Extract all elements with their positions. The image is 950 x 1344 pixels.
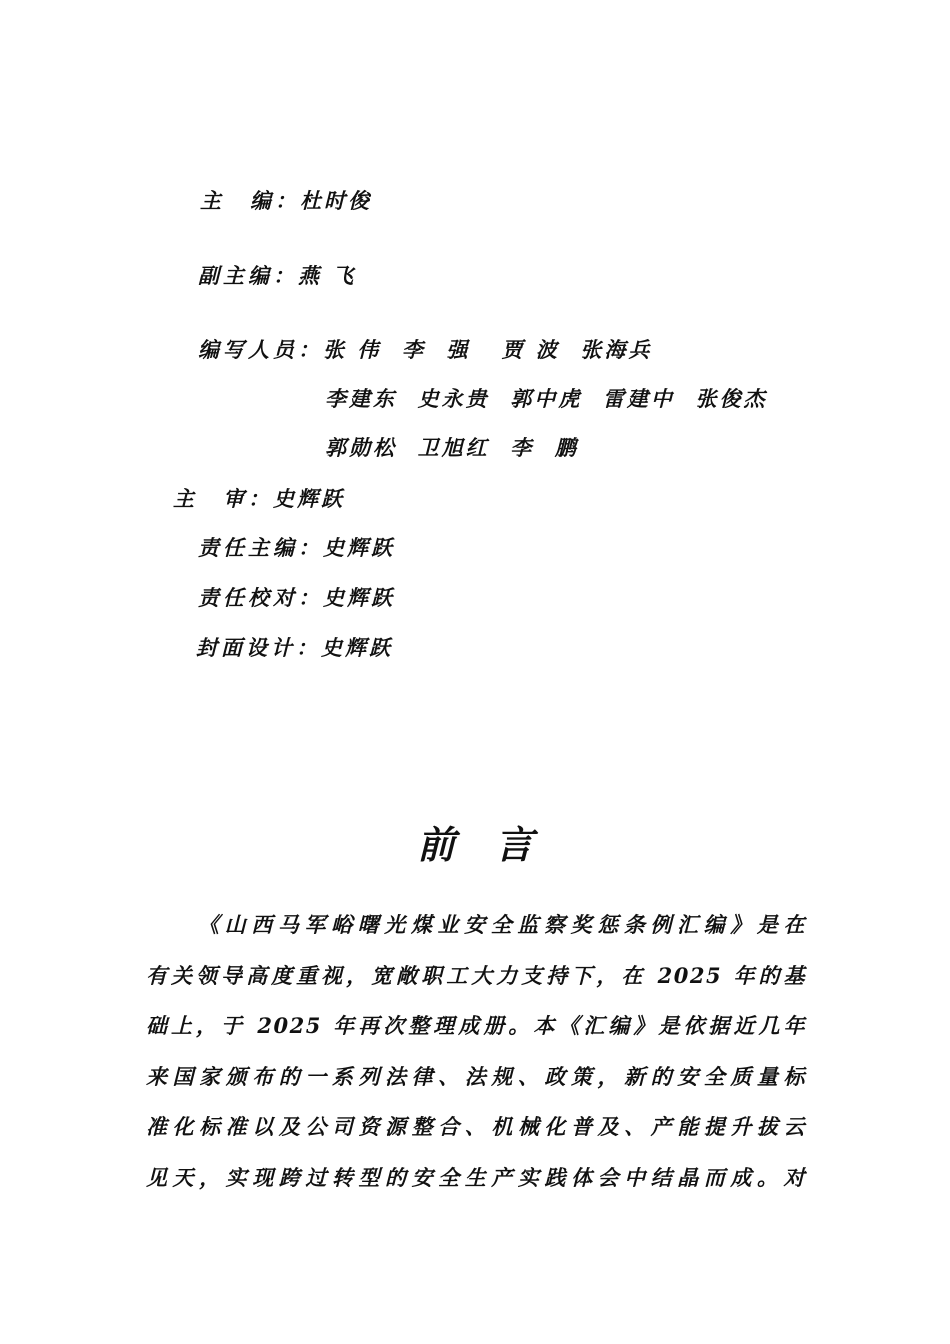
chief-reviewer-name: 史辉跃	[273, 486, 345, 511]
writers-names-2: 李建东 史永贵 郭中虎 雷建中 张俊杰	[325, 386, 768, 411]
responsible-editor-name: 史辉跃	[323, 535, 395, 560]
chief-editor-name: 杜时俊	[300, 188, 372, 213]
preface-line: 《山西马军峪曙光煤业安全监察奖惩条例汇编》是在	[198, 912, 806, 937]
responsible-editor-line	[198, 537, 395, 558]
preface-line: 础上，于 2025 年再次整理成册。本《汇编》是依据近几年	[146, 1013, 806, 1038]
preface-line: 有关领导高度重视，宽敞职工大力支持下，在 2025 年的基	[146, 962, 806, 988]
cover-design-label: 封面设计：	[196, 635, 321, 660]
deputy-editor-label: 副主编：	[198, 263, 298, 288]
deputy-editor-name: 燕 飞	[298, 263, 357, 288]
chief-editor-line	[200, 190, 372, 211]
preface-body	[146, 900, 806, 1203]
writers-line-3	[325, 437, 579, 458]
proofreader-label: 责任校对：	[198, 585, 323, 610]
preface-line: 见天，实现跨过转型的安全生产实践体会中结晶而成。对	[146, 1164, 806, 1190]
writers-names-1: 张 伟 李 强 贾 波 张海兵	[323, 337, 653, 362]
chief-reviewer-label: 主 审：	[173, 486, 273, 511]
cover-design-line	[196, 637, 393, 658]
proofreader-name: 史辉跃	[323, 585, 395, 610]
deputy-editor-line	[198, 265, 356, 286]
preface-line: 准化标准以及公司资源整合、机械化普及、产能提升拔云	[146, 1114, 806, 1139]
writers-names-3: 郭勋松 卫旭红 李 鹏	[325, 435, 579, 460]
responsible-editor-label: 责任主编：	[198, 535, 323, 560]
writers-line-1	[198, 339, 652, 360]
writers-label: 编写人员：	[198, 337, 323, 362]
cover-design-name: 史辉跃	[321, 635, 393, 660]
chief-editor-label: 主 编：	[200, 188, 300, 213]
proofreader-line	[198, 587, 395, 608]
preface-title: 前言	[416, 822, 573, 867]
chief-reviewer-line	[173, 488, 345, 509]
writers-line-2	[325, 388, 768, 409]
preface-line: 来国家颁布的一系列法律、法规、政策，新的安全质量标	[146, 1063, 806, 1089]
